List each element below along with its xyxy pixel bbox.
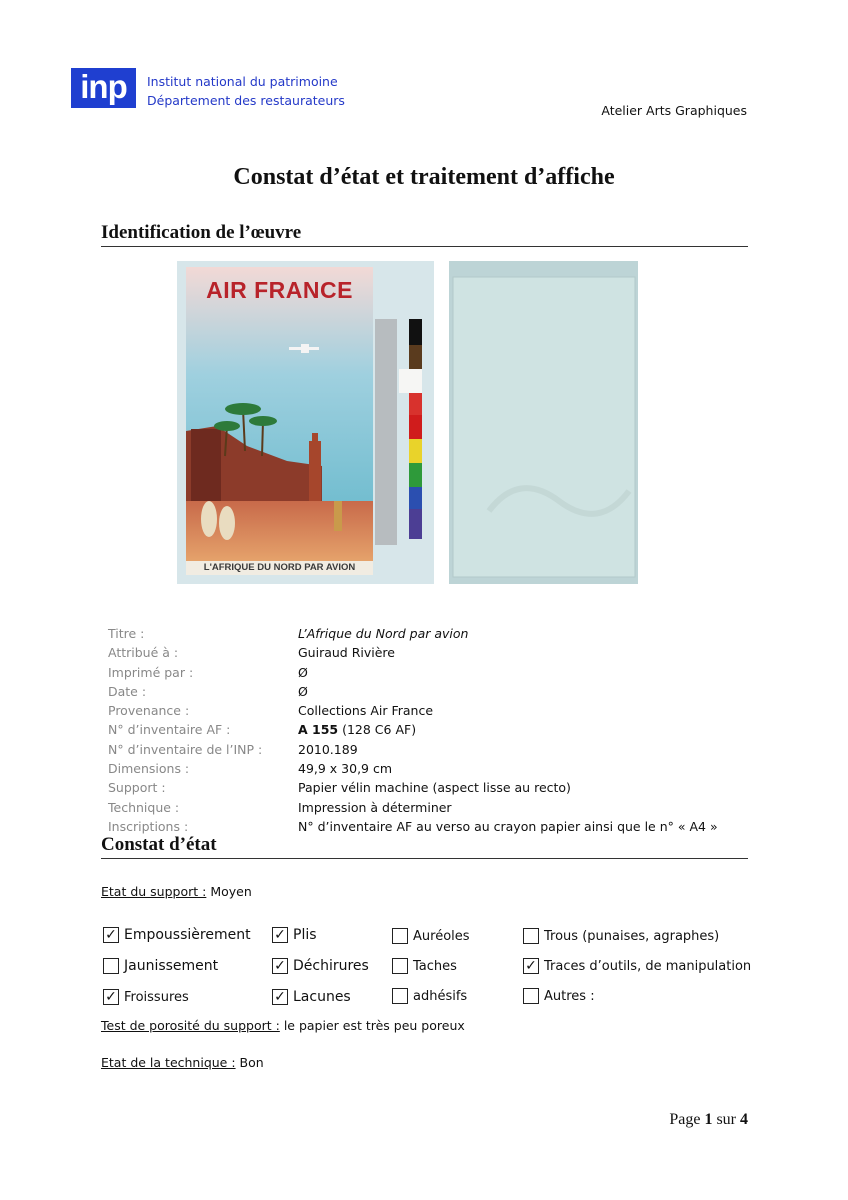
empty-checkbox-icon xyxy=(392,928,408,944)
checkbox-label: Traces d’outils, de manipulation xyxy=(544,958,752,974)
id-value: Collections Air France xyxy=(298,703,434,719)
checkbox-label: Déchirures xyxy=(293,958,369,974)
porosity-test xyxy=(101,1018,465,1033)
porosity-label: Test de porosité du support : xyxy=(101,1018,280,1033)
check-icon: ✓ xyxy=(103,927,119,943)
inp-logo: inp xyxy=(71,68,136,108)
id-row-date xyxy=(108,682,758,701)
poster-illustration xyxy=(177,261,434,584)
page-current: 1 xyxy=(704,1111,713,1128)
id-value: 49,9 x 30,9 cm xyxy=(298,761,393,777)
porosity-value: le papier est très peu poreux xyxy=(283,1018,465,1033)
id-row-attributed xyxy=(108,643,758,662)
checkbox-label: Jaunissement xyxy=(124,958,219,974)
id-label: N° d’inventaire de l’INP : xyxy=(108,741,263,757)
id-value xyxy=(298,720,416,739)
section-title-constat: Constat d’état xyxy=(101,834,748,859)
poster-top-text: AIR FRANCE xyxy=(206,277,353,303)
checkbox-label: Trous (punaises, agraphes) xyxy=(544,928,720,944)
checkbox-label: Froissures xyxy=(124,989,189,1005)
checkbox-plis[interactable] xyxy=(272,927,317,943)
institute-line-1: Institut national du patrimoine xyxy=(147,74,338,89)
technique-state-label: Etat de la technique : xyxy=(101,1055,236,1070)
page-word: Page xyxy=(669,1111,701,1128)
checkbox-autres[interactable] xyxy=(523,988,595,1004)
empty-checkbox-icon xyxy=(103,958,119,974)
id-row-support xyxy=(108,778,758,797)
id-row-inventory-af xyxy=(108,720,758,739)
technique-state-value: Bon xyxy=(239,1055,264,1070)
id-value: Ø xyxy=(298,683,308,699)
institute-line-2: Département des restaurateurs xyxy=(147,93,345,108)
checkbox-froissures[interactable] xyxy=(103,989,189,1005)
checkbox-jaunissement[interactable] xyxy=(103,958,218,974)
checkbox-traces[interactable] xyxy=(523,958,751,974)
id-value: Ø xyxy=(298,664,308,680)
id-row-dimensions xyxy=(108,759,758,778)
id-value: Impression à déterminer xyxy=(298,799,452,815)
id-value: 2010.189 xyxy=(298,741,358,757)
id-label: Imprimé par : xyxy=(108,664,194,680)
support-state-label: Etat du support : xyxy=(101,884,207,899)
checkbox-label: Autres : xyxy=(544,988,595,1004)
check-icon: ✓ xyxy=(272,989,288,1005)
empty-checkbox-icon xyxy=(392,958,408,974)
empty-checkbox-icon xyxy=(523,988,539,1004)
id-label: Dimensions : xyxy=(108,761,190,777)
id-label: Titre : xyxy=(108,626,145,641)
poster-front-photo xyxy=(177,261,434,584)
checkbox-trous[interactable] xyxy=(523,928,719,944)
support-state xyxy=(101,884,252,899)
id-row-title xyxy=(108,624,758,643)
id-label: N° d’inventaire AF : xyxy=(108,722,231,738)
id-label: Provenance : xyxy=(108,703,190,719)
id-row-provenance xyxy=(108,701,758,720)
checkbox-aureoles[interactable] xyxy=(392,928,470,944)
empty-checkbox-icon xyxy=(523,928,539,944)
institute-name xyxy=(147,72,345,110)
checkbox-label: Taches xyxy=(413,958,457,974)
support-state-value: Moyen xyxy=(210,884,252,899)
id-row-inventory-inp xyxy=(108,740,758,759)
identification-table xyxy=(108,624,758,836)
checkbox-label: adhésifs xyxy=(413,988,468,1004)
page-number xyxy=(669,1111,748,1129)
id-label: Inscriptions : xyxy=(108,818,189,834)
id-value: L’Afrique du Nord par avion xyxy=(298,626,469,641)
checkbox-label: Lacunes xyxy=(293,989,351,1005)
id-row-printed-by xyxy=(108,663,758,682)
id-value: N° d’inventaire AF au verso au crayon papier ainsi que le n° « A4 » xyxy=(298,818,718,834)
id-label: Support : xyxy=(108,780,166,796)
checkbox-label: Plis xyxy=(293,927,317,943)
checkbox-dechirures[interactable] xyxy=(272,958,369,974)
id-value: Papier vélin machine (aspect lisse au recto) xyxy=(298,780,571,796)
poster-verso-illustration xyxy=(449,261,638,584)
checkbox-label: Empoussièrement xyxy=(124,927,251,943)
checkbox-taches[interactable] xyxy=(392,958,457,974)
checkbox-adhesifs[interactable] xyxy=(392,988,467,1004)
check-icon: ✓ xyxy=(272,958,288,974)
poster-back-photo xyxy=(449,261,638,584)
document-title: Constat d’état et traitement d’affiche xyxy=(233,164,615,190)
id-value: Guiraud Rivière xyxy=(298,645,395,661)
checkbox-label: Auréoles xyxy=(413,928,470,944)
technique-state xyxy=(101,1055,264,1070)
checkbox-lacunes[interactable] xyxy=(272,989,351,1005)
id-row-technique xyxy=(108,798,758,817)
id-label: Date : xyxy=(108,683,147,699)
section-title-identification: Identification de l’œuvre xyxy=(101,222,748,247)
id-label: Technique : xyxy=(108,799,180,815)
empty-checkbox-icon xyxy=(392,988,408,1004)
id-value-bold: A 155 xyxy=(298,722,339,738)
poster-bottom-text: L'AFRIQUE DU NORD PAR AVION xyxy=(203,562,356,573)
check-icon: ✓ xyxy=(272,927,288,943)
check-icon: ✓ xyxy=(523,958,539,974)
id-value-rest: (128 C6 AF) xyxy=(338,722,417,738)
page-of: sur xyxy=(716,1111,736,1128)
page-total: 4 xyxy=(740,1111,748,1128)
atelier-name: Atelier Arts Graphiques xyxy=(601,103,747,118)
check-icon: ✓ xyxy=(103,989,119,1005)
id-label: Attribué à : xyxy=(108,645,179,661)
checkbox-empoussierement[interactable] xyxy=(103,927,251,943)
